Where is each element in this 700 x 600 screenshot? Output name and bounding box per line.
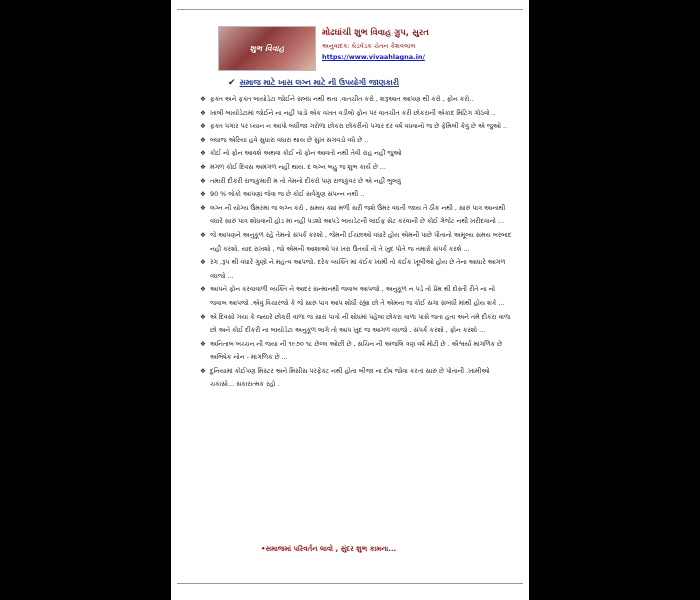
group-title: મોઢઘાંચી શુભ વિવાહ ગ્રુપ, સુરત bbox=[322, 28, 429, 38]
advice-item: ❖ ફક્ત અને ફક્ત બાયોડેટા જોઈને સંબંધ નથી થતા .વાતચીત કરો , શરૂઆત આપણ થી કરો , ફોન કરો.. bbox=[200, 93, 512, 107]
advice-item: ❖ મંગળ કોઈ દિવસ અમંગળ નહીં થાય. દ લગ્ન બહુ જ શુભ કાર્ય છે ... bbox=[200, 161, 512, 175]
advice-item: ❖ એ દિવસો ગયા કે જ્યારે છોકરી વાળા જ સારા પાત્રો ની શોધમાં પહેલા છોકરા વાળા પાસે જતા હતા અને તમે દીકરા વાળા છો અને કોઈ દીકરી ના બાયોડેટા અનુકૂળ લાગે તો આપ ખુદ જ આગળ વધજો . સંપર્ક કરશો , ફોન કરશો ... bbox=[200, 311, 512, 338]
advice-item: ❖ ખાલી બાયોડેટામાં જોઈને ના નહીં પાડો એક વખત વડીલો ફોન પર વાતચીત કરી છોકરાની એકાદ મિટિંગ ગોઠવો .. bbox=[200, 107, 512, 121]
document-page bbox=[171, 0, 529, 600]
advice-item: ❖ લગ્ન ની યોગ્ય ઉંમરમાં જ લગ્ન કરો , સમય ક્યાં મળી સરી જશે ઉંમર વધતી જાય તે ઠીક નથી , સારું પાત્ર આનાથી વધારે સારું પાત્ર શોધવાની હોડ માં નહીં પડશો આપડે બાયડેટની લાઈફ સેટ કરવાની છે કોઈ ગેજેટ નથી ખરીદવાનો ... bbox=[200, 202, 512, 229]
advice-item: ❖ આપને ફોન કરવાવાળી વ્યક્તિ ને આદર સન્માનથી જવાબ આપજો , અનુકૂળ ન પડે તો પ્રેમ થી દોસ્તી રીતે ના નો જવાબ આપજો .એવું વિચારજો કે જે સારું પાત્ર આપ શોધી રહ્યા છો તે એમના જ કોઈ સગા સંબંધી માંથી હોય શકે ... bbox=[200, 283, 512, 310]
logo-text: શુભ વિવાહ bbox=[249, 43, 285, 53]
website-link[interactable]: https://www.vivaahlagna.in/ bbox=[322, 53, 425, 61]
advice-item: ❖ અનિતાબ બચ્ચન ની જયા ની ૧૯૭૦ ૧૮ છેલ્લ ઓછી છે , સચિન ની અંજલિ ત્રણ વર્ષ મોટી છે . ઐશ્વર્યા માંગળિક છે અભિષેક નોન - માંગળિક છે ... bbox=[200, 338, 512, 365]
advice-item: ❖ રંગ ,રૂપ થી વધારે ગુણો ને મહત્વ આપજો. દરેક વ્યક્તિ માં કંઈક ખામી તો કંઈક ખૂબીઓ હોય છે તેના આધારે આગળ વધજો ... bbox=[200, 256, 512, 283]
advice-item: ❖ 90 % લોકો આપણાં જેવા જ છે કોઈ સર્વગુણ સંપન્ન નથી .. bbox=[200, 188, 512, 202]
check-icon: ✔ bbox=[228, 78, 236, 88]
shubh-vivah-logo bbox=[218, 26, 316, 71]
translator-line: અનુવાદક: ઘેડવૅડક ચેતન કેશવલાલ bbox=[322, 42, 416, 50]
bottom-rule bbox=[177, 583, 523, 584]
advice-item: ❖ તમારી દીકરી રાજકુમારી મ તો તેમનો દીકરો પણ રાજકુંવર છે એ નહીં ભુલવું bbox=[200, 175, 512, 189]
advice-item: ❖ બધાજ એરિયા હવે સુધારા વધારા થાય છે સુખ સગવડો વધે છે .. bbox=[200, 134, 512, 148]
advice-item: ❖ દુનિયામાં કોઈપણ મિસ્ટર અને મિસીસ પરફેક્ટ નથી હોતા બીજા ના દોષ જોવા કરતાં સારું છે પોતાની .ખામીઓ ચકાસો... સકારાત્મક રહો . bbox=[200, 365, 512, 392]
section-heading bbox=[228, 76, 474, 90]
advice-item: ❖ કોઈ નો ફોન આવશે અથવા કોઈ નો ફોન આવતો નથી તેવી રાહ નહીં જુઓ bbox=[200, 147, 512, 161]
header-info bbox=[322, 27, 512, 62]
closing-line: •સમાજમાં પરિવર્તન લાવો , સુંદર શુભ કામના... bbox=[261, 545, 397, 553]
advice-item: ❖ જે આપણને અનુકૂળ રહે તેમનો સંપર્ક કરશો , જેમની ઈચ્છાઓ વધારે હોય એમની પાછે પૌતાનો અમૂલ્ય સમય બરબાદ નહીં કરશો. યાદ રાખશો , જો એમની આશાઓ પર ખરા ઉતર્યા તો તે ખુદ પોતે જ તમારો સંપર્ક કરશે ... bbox=[200, 229, 512, 256]
advice-item: ❖ ફક્ત પગાર પર ધ્યાન ન આપો બધીજા ગરોળા છોકરા છોકરીનો પગાર દર વર્ષ વધવાનો જ છે ફેમિલી કેવું છે એ જુઓ .. bbox=[200, 120, 512, 134]
advice-list bbox=[200, 93, 512, 392]
top-rule bbox=[177, 9, 523, 10]
document-header bbox=[218, 26, 506, 72]
section-heading-text: સમાજ માટે ખાસ લગ્ન માટે ની ઉપયોગી જાણકારી bbox=[239, 78, 399, 87]
